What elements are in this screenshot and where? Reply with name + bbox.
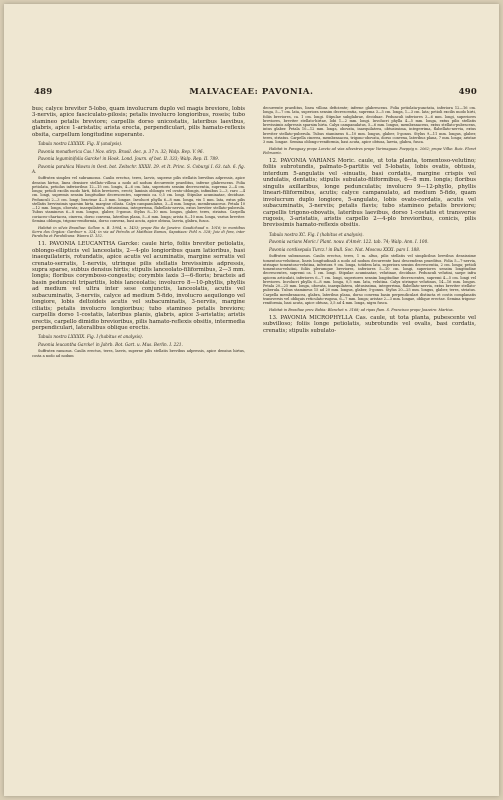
habitat-note: Habitat in silvis Brasiliae: Sellow n. B. 1904, n. 1453; prope Rio de Janeiro: Gaudichaud n. 1016; in montibus Serra dos Orgãos: Gardner n. 324; in via ad Petrolis et Matthias Ramos, Sapatiaes: Pohl n. 328; Juiz di fora, inter Parahiba et Parahibuna: Wawra II. 152. (32, 225, 245, 239)
left-column (32, 106, 245, 360)
detailed-description: Suffrutex simplex vel subramosus. Caulis erectus, teres, laevis, superne pilis stellatis brevibus adpressis, apice densius hirtus, linea densiore stellato-villosa a nodo ad nodum decurrente praeditus, inferne glabrescens. Folia petiolata, petiolus inferioribus 12—15 cm. longis, 4—6 cm. lata, superioris sensim decrescentia, suprema 2—4 cm. longa; petioli excilis modo hirti, foliis breviores, erecti; laminis oblongis vel ovato-oblongis, infimibus 2—3, raro —4 cm. longi, supremis sensim longitudine decrescentes, supremis ca. 0,5 cm. longi. Stipulae acuminatae, deciduae. Pedunculi 2—3 cm. longi; bracteae 4—5 mm. longae. Involucri phylla 6—8 mm. longa, vix 1 mm. lata, extus pilis stellatis brevissimis sparsim hirta, margine ciliata. Calyx campanulatus, 3—4 mm. longus, membranaceus. Petala 10—12 mm. longa, obovata; inaequilatera, obtusissima, integerrima, flabellato-nervia, extus breviter stellato-puberula. Tubus stamineus 6—8 mm. longus, glaber, 5-gonus. Stylus 8—10 mm. longus, glaber, teres, striatus. Carpella coriaceo-chartacea, cinerea, dorso convexa, lateribus plana, 5—6 mm. longa; arista 8—10 mm. longa, varius breviter. Semina oblonga, trigono-reniformia, dorso convexa, basi acuta, apice obtusa, laevia, glabra, fusca. (32, 176, 245, 223)
page-number-right: 490 (458, 87, 477, 97)
habitat-note: Habitat in Paraguay prope Loreto ad vias silvestres prope Yurimaguas: Poeppig n. 2062; prope Vilke: Ruiz. Floret Februario. (263, 146, 476, 156)
figure-reference: Tabula nostra XC. Fig. I (habitus et analysis). (269, 231, 364, 237)
habitat-note: Habitat in Brasiliae prov. Bahia: Blanchet n. 3168; ad ripas flum. S. Francisco prope Joazeiro: Martius. (269, 308, 454, 313)
species-entry-12: 12. PAVONIA VARIANS Moric. caule, ut tota planta, tomentoso-velutino; foliis subrotundis, palmato-5-partitis vel 5-lobatis, lobis ovatis, obtusis, interdum 5-angulatis vel -sinuatis, basi cordatis, margine crispis vel undulatis, dentatis; stipulis subulato-filiformibus, 6—8 mm. longis; floribus singulis axillaribus, longe pedunculatis; involucro 9—12-phyllo, phyllis lineari-filiformibus, acutis; calyce campanulato, ad medium 5-fido, quam involucrum duplo longiore, 5-angulato, lobis ovato-cordatis, acutis vel subacuminatis, 3-nerviis; petalis flavis; tubo stamineo petalis breviore; carpellis trigono-obovatis, lateribus laevibus, dorso 1-costatis et transverse rugosis, 3-aristatis, aristis carpello 2—4-plo brevioribus, conicis, pilis brevissimis hamato-reflexis obsitis. (263, 157, 476, 229)
synonym-citation: Pavonia leguminifolia Garcke! in Hook. Lond. Journ. of bot. II. 333; Walp. Rep. II. 789. (38, 156, 220, 162)
right-column (263, 106, 476, 337)
synonym-citation: Pavonia monatherica Cas.! Nov. stirp. Brasil. dec. p. 37 n. 32; Walp. Rep. V. 96. (38, 148, 204, 154)
synonym-citation: Pavonia cordisepala Turcz.! in Bull. Soc. Nat. Moscou XXXI. pars I. 188. (269, 246, 421, 252)
figure-reference: Tabula nostra LXXXIX. Fig. I (habitus et analysis). (38, 334, 143, 340)
page-number-left: 489 (34, 87, 53, 97)
figure-reference: Tabula nostra LXXXIX. Fig. II (analysis). (38, 140, 123, 146)
detailed-description: decurrente praeditus, linea villosa deficiente; inferne glabrescens. Folia petiolata-punctata, inferiora 12—16 cm. longa, 5—7 cm. lata, superiora sensim decrescentia, suprema 3—5 cm. longa, 1—3 cm. lata; petioli excilis modo hirti, foliis breviores, ca. 1 cm. longi. Stipulae subglabrae, deciduae. Pedunculi inferiores 3—6 mm. longi, superiores breviores, breviter stellato-hirtae, lobi 1—2 mm. longi. Involucri phylla 4—5 mm. longa, extus pilis stellatis brevissimis adpressis sparsim hirta. Calyx campanulatus, 5—6 mm. longus, membranaceus, extus stellato-pubescens, intus glaber. Petala 10—12 mm. longa, obovata, inaequilatera, obtusissima, integerrima, flabellato-nervia, extus breviter stellato-puberula. Tubus stamineus 8—10 mm. longus, glaber, 5-gonus. Stylus 9—11 mm. longus, glaber, teres, striatus. Carpella cinerea, membranacea, trigono-obovata, dorso convexa, lateribus plana, 7 mm. longa; aristae 3 mm. longae. Semina oblongo-reniformia, basi acuta, apice obtusa, laevia, glabra, fusca. (263, 106, 476, 144)
detailed-description: Suffrutex subramosus. Caulis erectus, teres, 1 m. altus, pilis stellatis vel simplicibus brevibus densissime tomentoso-velutinus, lineis longitudinali a nodo ad nodum decurrente basi descendens praeditus. Folia 5—7-nervia, utrinque tomentoso-velutina, inferiora 9 cm. longa, totidem lata, superiora sensim decrescentia, 2 cm. longa; petioli tomentoso-velutini, foliis plerumque breviores, inferiores 5—10 cm. longi, superiores sensim longitudine decrescentes, supremi ca. 1 cm. longi. Stipulae acuminatae, velutinae, deciduae. Pedunculi velutini, saepe infra apicem articulati, inferiores 6—7 cm. longi, superiores sensim longitudine decrescentes, supremi 4—5 cm. longi vel breviores. Involucri phylla 6—8 mm. longa, 0,5 mm. lata, velutina. Calyx utrinque velutinus, 14—16 mm. longus. Petala 20—25 mm. longa, obovata, inaequilatera, obtusissima, integerrima, flabellato-nervia, extus breviter stellato-puberula. Tubus stamineus 15 ad 20 mm. longus, glaber, 5-gonus. Stylus 20—25 mm. longus, glaber, teres, striatus. Carpella membranacea, glabra, lateribus plana, dorso convexa basin perpendiculari distincta et costis complanatis transversis vel obliquis reticulato-rugosa, 6—7 mm. longa; aristae 2—3 mm. longae, oblique erectae. Semina trigono-reniformia, basi acuta, apice obtusa, 3,5 ad 4 mm. longa, nigra fusca. (263, 254, 476, 306)
page-header (20, 87, 483, 99)
detailed-description: Suffrutex ramosus. Caulis erectus, teres, laevis, superne pilis stellatis brevibus adpressis, apice densius hirtus, costa a nodo ad nodum (32, 349, 245, 358)
running-title: MALVACEAE: PAVONIA. (189, 87, 314, 97)
species-entry-13: 13. PAVONIA MICROPHYLLA Cas. caule, ut tota planta, pubescente vel subvilloso; foliis longe petiolatis, subrotundis vel ovalis, basi cordatis, crenatis; stipulis subulato- (263, 314, 476, 334)
synonym-citation: Pavonia varians Moric.! Plant. nouv. d'Amér. 122. tab. 74; Walp. Ann. I. 100. (269, 239, 429, 245)
description-paragraph: bus; calyce breviter 5-lobo, quam involucrum duplo vel magis breviore, lobis 3-nerviis, apice fasciculato-pilosis; petalis involucro longioribus, roseis; tubo stamineo petalis breviore; carpellis dorso unicostatis, lateribus laevibus, glabris, apice 1-aristatis; arista erecta, perpendiculari, pilis hamato-reflexis obsita, carpellum longitudine superante. (32, 106, 245, 138)
synonym-citation: Pavonia leucantha Garcke! in Jahrb. Bot. Gart. u. Mus. Berlin. I. 221. (38, 341, 183, 347)
book-page (4, 4, 499, 796)
synonym-citation: Pavonia parahica Wawra in Oest. bot. Zeitschr. XXXII. 29. et It. Princ. S. Coburgi I. 63. tab. 6. fig. A. (32, 163, 245, 174)
species-entry-11: 11. PAVONIA LEUCANTHA Garcke: caule hirto, foliis breviter petiolatis, oblongo-ellipticis vel lanceolatis, 2—4-plo longioribus quam latioribus, basi inaequilateris, rotundatis, apice acutis vel acuminatis, margine serratis vel crenato-serratis, 1-nerviis, utrinque pilis stellatis brevissimis adpressis, supra sparse, subtus densius hirtis; stipulis lanceolato-filiformibus, 2—3 mm. longis; floribus corymboso-congestis; corymbis laxis 3—6-floris; bracteis ad basin pedunculi tripartitis, lobis lanceolatis; involucro 8—10-phyllis, phyllis ad medium vel ultra inter sese conjunctis, lanceolatis, acutis vel subacuminatis, 3-nerviis, calyce ad medium 5-fido, involucro aequilongo vel longiore, lobis deltoideis acutis vel subacuminatis, 3-nerviis, margine ciliatis; petalis involucro longioribus; tubo stamineo petalis breviore; carpellis dorso 1-costatis, lateribus planis, glabris, apice 3-aristatis; aristis erectis, carpello dimidio brevioribus, pilis hamato-reflexis obsitis, intermedia perpendiculari, lateralibus oblique erectis. (32, 241, 245, 332)
